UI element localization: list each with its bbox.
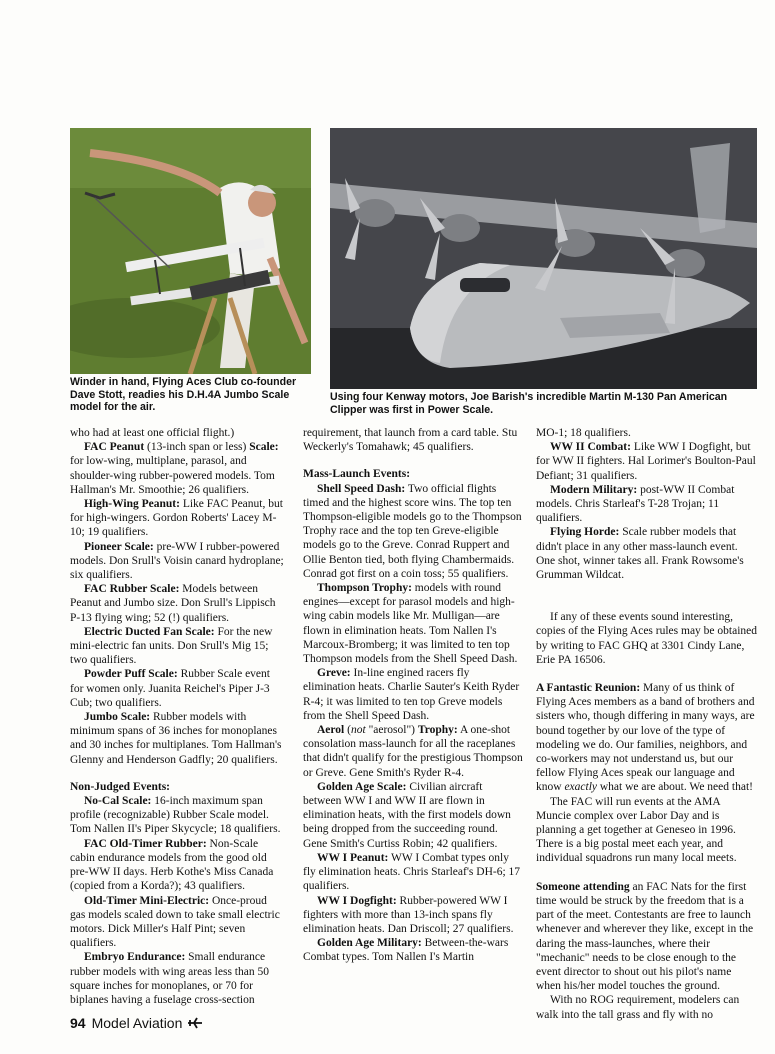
text: Between-the-wars Combat types. Tom Nallen I's Martin	[303, 937, 509, 964]
photo-martin-m130-clipper	[330, 128, 757, 389]
photo-dave-stott-biplane	[70, 128, 311, 374]
event-heading: FAC Old-Timer Rubber:	[84, 837, 207, 850]
event-heading: Golden Age Military:	[317, 937, 422, 950]
paragraph-thompson	[303, 581, 523, 666]
event-heading: Pioneer Scale:	[84, 540, 154, 553]
text: what we are about. We need that!	[597, 781, 753, 794]
event-heading: Greve:	[317, 667, 351, 680]
text: Like FAC Peanut, but for high-wingers. Gordon Roberts' Lacey M-10; 19 qualifiers.	[70, 498, 283, 539]
paragraph-embryo	[70, 950, 285, 1007]
paragraph-rog: With no ROG requirement, modelers can walk into the tall grass and fly with no	[536, 994, 740, 1021]
event-heading: WW I Dogfight:	[317, 894, 397, 907]
text: Many of us think of Flying Aces members as a band of brothers and sisters who, though differing in many ways, are bound together by our love of the type of modeling we do. Our families, neighbors, and co-workers may not understand us, but our fellow Flying Aces speak our language and know	[536, 682, 755, 794]
article-column-3	[536, 426, 758, 1022]
event-heading: Flying Horde:	[550, 526, 620, 539]
text: For the new mini-electric fan units. Don Srull's Mig 15; two qualifiers.	[70, 625, 273, 667]
text: WW I Combat types only fly elimination heats. Chris Starleaf's DH-6; 17 qualifiers.	[303, 851, 521, 893]
event-heading: Thompson Trophy:	[317, 582, 412, 595]
text: exactly	[564, 781, 597, 794]
event-heading: Electric Ducted Fan Scale:	[84, 625, 215, 638]
text: pre-WW I rubber-powered models. Don Srull's Voisin canard hydroplane; six qualifiers.	[70, 540, 284, 582]
paragraph: who had at least one official flight.)	[70, 427, 235, 439]
paragraph-modern-military	[536, 483, 758, 526]
paragraph-ww2-combat	[536, 440, 758, 483]
section-heading-non-judged: Non-Judged Events:	[70, 780, 171, 793]
page-number: 94	[70, 1015, 86, 1031]
event-heading: Old-Timer Mini-Electric:	[84, 894, 210, 907]
event-heading: FAC Peanut	[84, 441, 145, 454]
section-heading: Someone attending	[536, 880, 630, 893]
event-heading: Embryo Endurance:	[84, 951, 186, 964]
text: an FAC Nats for the first time would be struck by the freedom that is a part of the meet. Contestants are free to launch whenever and wherever they like, except in the daring the mass-launches, where their "mechanic" needs to be close enough to the event director to shout out his pilot's name when his/her model touches the ground.	[536, 880, 754, 993]
text: Once-proud gas models scaled down to take small electric motors. Dick Miller's Half Pint; seven qualifiers.	[70, 894, 280, 950]
event-heading: High-Wing Peanut:	[84, 498, 180, 511]
event-heading: Aerol	[317, 724, 345, 737]
text: Scale rubber models that didn't place in any other mass-launch event. One shot, winner takes all. Frank Rowsome's Grumman Wildcat.	[536, 526, 744, 582]
paragraph-ww1-dogfight	[303, 894, 523, 937]
paragraph-edf	[70, 625, 285, 668]
text: (13-inch span or less)	[144, 441, 250, 454]
paragraph-jumbo	[70, 710, 285, 767]
section-heading-mass-launch: Mass-Launch Events:	[303, 468, 411, 481]
photo-illustration	[70, 128, 311, 374]
event-heading: No-Cal Scale:	[84, 795, 152, 808]
photo-illustration	[330, 128, 757, 389]
paragraph-shell-speed-dash	[303, 482, 523, 581]
text: not	[350, 724, 366, 737]
paragraph: requirement, that launch from a card table. Stu Weckerly's Tomahawk; 45 qualifiers.	[303, 427, 518, 454]
paragraph-aerol: Aerol (not "aerosol") Trophy: A one-shot consolation mass-launch for all the raceplanes that didn't qualify for the prestigious Thompson or Greve. Gene Smith's Ryder R-4.	[303, 724, 523, 779]
event-heading: FAC Rubber Scale:	[84, 583, 180, 596]
text: A one-shot consolation mass-launch for all the raceplanes that didn't qualify for the prestigious Thompson or Greve. Gene Smith's Ryder R-4.	[303, 724, 523, 779]
paragraph: MO-1; 18 qualifiers.	[536, 427, 631, 439]
caption-photo1: Winder in hand, Flying Aces Club co-founder Dave Stott, readies his D.H.4A Jumbo Scale model for the air.	[70, 376, 297, 414]
text: Two official flights timed and the highest score wins. The top ten Thompson-eligible models go to the Thompson Trophy race and the top ten Greve-eligible models go to the Greve. Conrad Ruppert and Ollie Benton tied, both flying Chambermaids. Conrad got first on a coin toss; 55 qualifiers.	[303, 482, 522, 580]
text: post-WW II Combat models. Chris Starleaf's T-28 Trojan; 11 qualifiers.	[536, 483, 735, 525]
text: models with round engines—except for parasol models and high-wing cabin models like Mr. Mulligan—are flown in elimination heats. Tom Nallen I's Marcoux-Bromberg; it was limited to ten top Thompson models from the Shell Speed Dash.	[303, 582, 518, 666]
text: Rubber models with minimum spans of 36 inches for monoplanes and 30 inches for multiplanes. Tom Hallman's Glenny and Henderson Gadfly; 20 qualifiers.	[70, 711, 282, 766]
paragraph-greve	[303, 666, 523, 723]
text: 16-inch maximum span profile (recognizable) Rubber Scale model. Tom Nallen II's Piper Skycycle; 18 qualifiers.	[70, 795, 281, 836]
paragraph-fac-events: The FAC will run events at the AMA Muncie complex over Labor Day and is planning a get together at Geneseo in 1996. There is a big postal meet each year, and individual squadrons run many local meets.	[536, 795, 737, 865]
paragraph-no-cal	[70, 794, 285, 837]
paragraph-ww1-peanut	[303, 851, 523, 894]
text: In-line engined racers fly elimination heats. Charlie Sauter's Keith Ryder R-4; it was limited to ten top Greve models from the Shell Speed Dash.	[303, 667, 520, 722]
text: "aerosol")	[365, 724, 418, 737]
paragraph-old-timer	[70, 837, 285, 894]
paragraph-rules: If any of these events sound interesting, copies of the Flying Aces rules may be obtained by writing to FAC GHQ at 3301 Cindy Lane, Erie PA 16506.	[536, 611, 758, 666]
caption-photo2: Using four Kenway motors, Joe Barish's incredible Martin M-130 Pan American Clipper was first in Power Scale.	[330, 391, 728, 416]
magazine-name: Model Aviation	[91, 1015, 183, 1031]
event-heading: Scale:	[249, 441, 279, 454]
paragraph-high-wing	[70, 497, 285, 540]
paragraph-golden-age	[303, 780, 523, 851]
page-footer	[70, 1015, 202, 1031]
paragraph-reunion	[536, 681, 758, 795]
section-heading: A Fantastic Reunion:	[536, 682, 641, 695]
text: for low-wing, multiplane, parasol, and shoulder-wing rubber-powered models. Tom Hallman's Mr. Smoothie; 26 qualifiers.	[70, 455, 275, 496]
paragraph-fac-rubber	[70, 582, 285, 625]
paragraph-fac-peanut	[70, 440, 285, 497]
text: Non-Scale cabin endurance models from the good old pre-WW II days. Herb Kothe's Miss Canada (copied from a Korda?); 43 qualifiers.	[70, 837, 274, 893]
text: Civilian aircraft between WW I and WW II are flown in elimination heats, with the first models down being dropped from the succeeding round. Gene Smith's Curtiss Robin; 42 qualifiers.	[303, 780, 511, 850]
text: Small endurance rubber models with wing areas less than 50 square inches for monoplanes, or 70 for biplanes having a fuselage cross-section	[70, 951, 269, 1006]
event-heading: Modern Military:	[550, 483, 638, 496]
paragraph-pioneer	[70, 540, 285, 583]
text: Rubber Scale event for women only. Juanita Reichel's Piper J-3 Cub; two qualifiers.	[70, 668, 270, 709]
article-column-1	[70, 426, 285, 1007]
text: Like WW I Dogfight, but for WW II fighters. Hal Lorimer's Boulton-Paul Defiant; 31 qualifiers.	[536, 441, 756, 482]
paragraph-someone-attending	[536, 880, 758, 994]
text: Rubber-powered WW I fighters with more than 13-inch spans fly elimination heats. Dan Driscoll; 27 qualifiers.	[303, 894, 514, 935]
event-heading: Jumbo Scale:	[84, 711, 151, 724]
event-heading: Powder Puff Scale:	[84, 668, 178, 681]
text: Models between Peanut and Jumbo size. Don Srull's Lippisch P-13 flying wing; 52 (!) qualifiers.	[70, 583, 276, 624]
event-heading: WW II Combat:	[550, 441, 631, 454]
article-column-2	[303, 426, 523, 965]
event-heading: Trophy:	[417, 724, 458, 737]
event-heading: Shell Speed Dash:	[317, 482, 406, 495]
paragraph-old-timer-electric	[70, 894, 285, 951]
airplane-icon	[188, 1017, 202, 1029]
event-heading: Golden Age Scale:	[317, 780, 407, 793]
paragraph-flying-horde	[536, 525, 758, 582]
paragraph-golden-age-military	[303, 936, 523, 964]
event-heading: WW I Peanut:	[317, 851, 389, 864]
paragraph-powder-puff	[70, 667, 285, 710]
